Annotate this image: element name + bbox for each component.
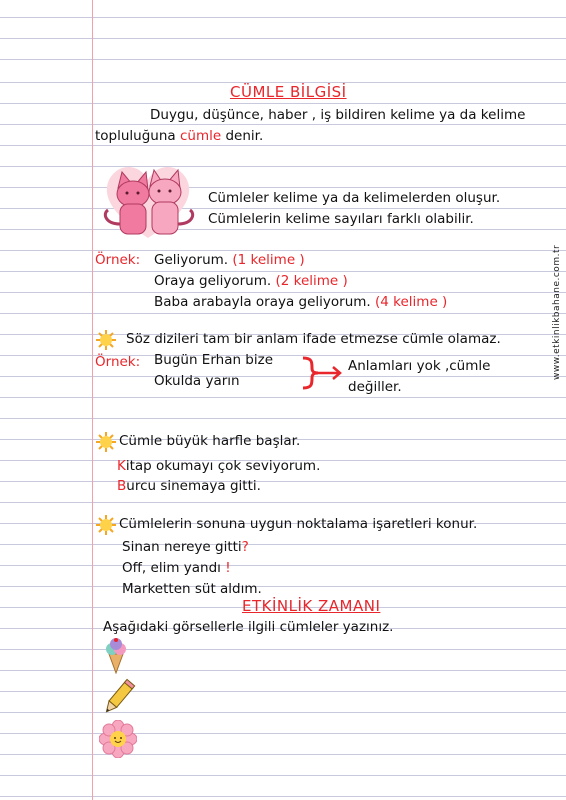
cats-text-line-1: Cümleler kelime ya da kelimelerden oluşur.	[208, 190, 501, 206]
example-2-note-1: Anlamları yok ,cümle	[348, 358, 491, 374]
sun-icon	[96, 330, 116, 350]
rule-1-text: Söz dizileri tam bir anlam ifade etmezse cümle olamaz.	[126, 331, 501, 347]
rule-2-example-2: Burcu sinemaya gitti.	[117, 478, 261, 494]
example-2-line-2: Okulda yarın	[154, 373, 240, 389]
intro-line-1: Duygu, düşünce, haber , iş bildiren kelime ya da kelime	[150, 107, 526, 123]
example-1-row: Geliyorum. (1 kelime )	[154, 252, 305, 268]
rule-3-text: Cümlelerin sonuna uygun noktalama işaretleri konur.	[119, 516, 478, 532]
margin-line	[92, 0, 93, 800]
intro-line-2: topluluğuna cümle denir.	[95, 128, 264, 144]
example-1-row: Oraya geliyorum. (2 kelime )	[154, 273, 348, 289]
rule-2-text: Cümle büyük harfle başlar.	[119, 433, 301, 449]
example-2-label: Örnek:	[95, 354, 141, 370]
rule-3-example-3: Marketten süt aldım.	[122, 581, 262, 597]
example-2-note-2: değiller.	[348, 379, 402, 395]
keyword-cumle: cümle	[179, 128, 222, 144]
bracket-arrow-icon	[300, 356, 344, 390]
example-1-label: Örnek:	[95, 252, 141, 268]
rule-2-example-1: Kitap okumayı çok seviyorum.	[117, 458, 321, 474]
pencil-icon	[100, 678, 136, 718]
activity-title: ETKİNLİK ZAMANI	[242, 597, 381, 615]
flower-icon	[99, 720, 137, 758]
rule-3-example-1: Sinan nereye gitti?	[122, 539, 249, 555]
rule-3-example-2: Off, elim yandı !	[122, 560, 231, 576]
cats-heart-icon	[96, 158, 200, 244]
example-2-line-1: Bugün Erhan bize	[154, 352, 274, 368]
activity-instruction: Aşağıdaki görsellerle ilgili cümleler yazınız.	[103, 619, 394, 635]
page-title: CÜMLE BİLGİSİ	[230, 83, 347, 101]
cats-text-line-2: Cümlelerin kelime sayıları farklı olabilir.	[208, 211, 474, 227]
watermark: www.etkinlikbahane.com.tr	[552, 244, 562, 380]
sun-icon	[96, 432, 116, 452]
sun-icon	[96, 515, 116, 535]
ice-cream-icon	[103, 638, 129, 674]
example-1-row: Baba arabayla oraya geliyorum. (4 kelime )	[154, 294, 448, 310]
